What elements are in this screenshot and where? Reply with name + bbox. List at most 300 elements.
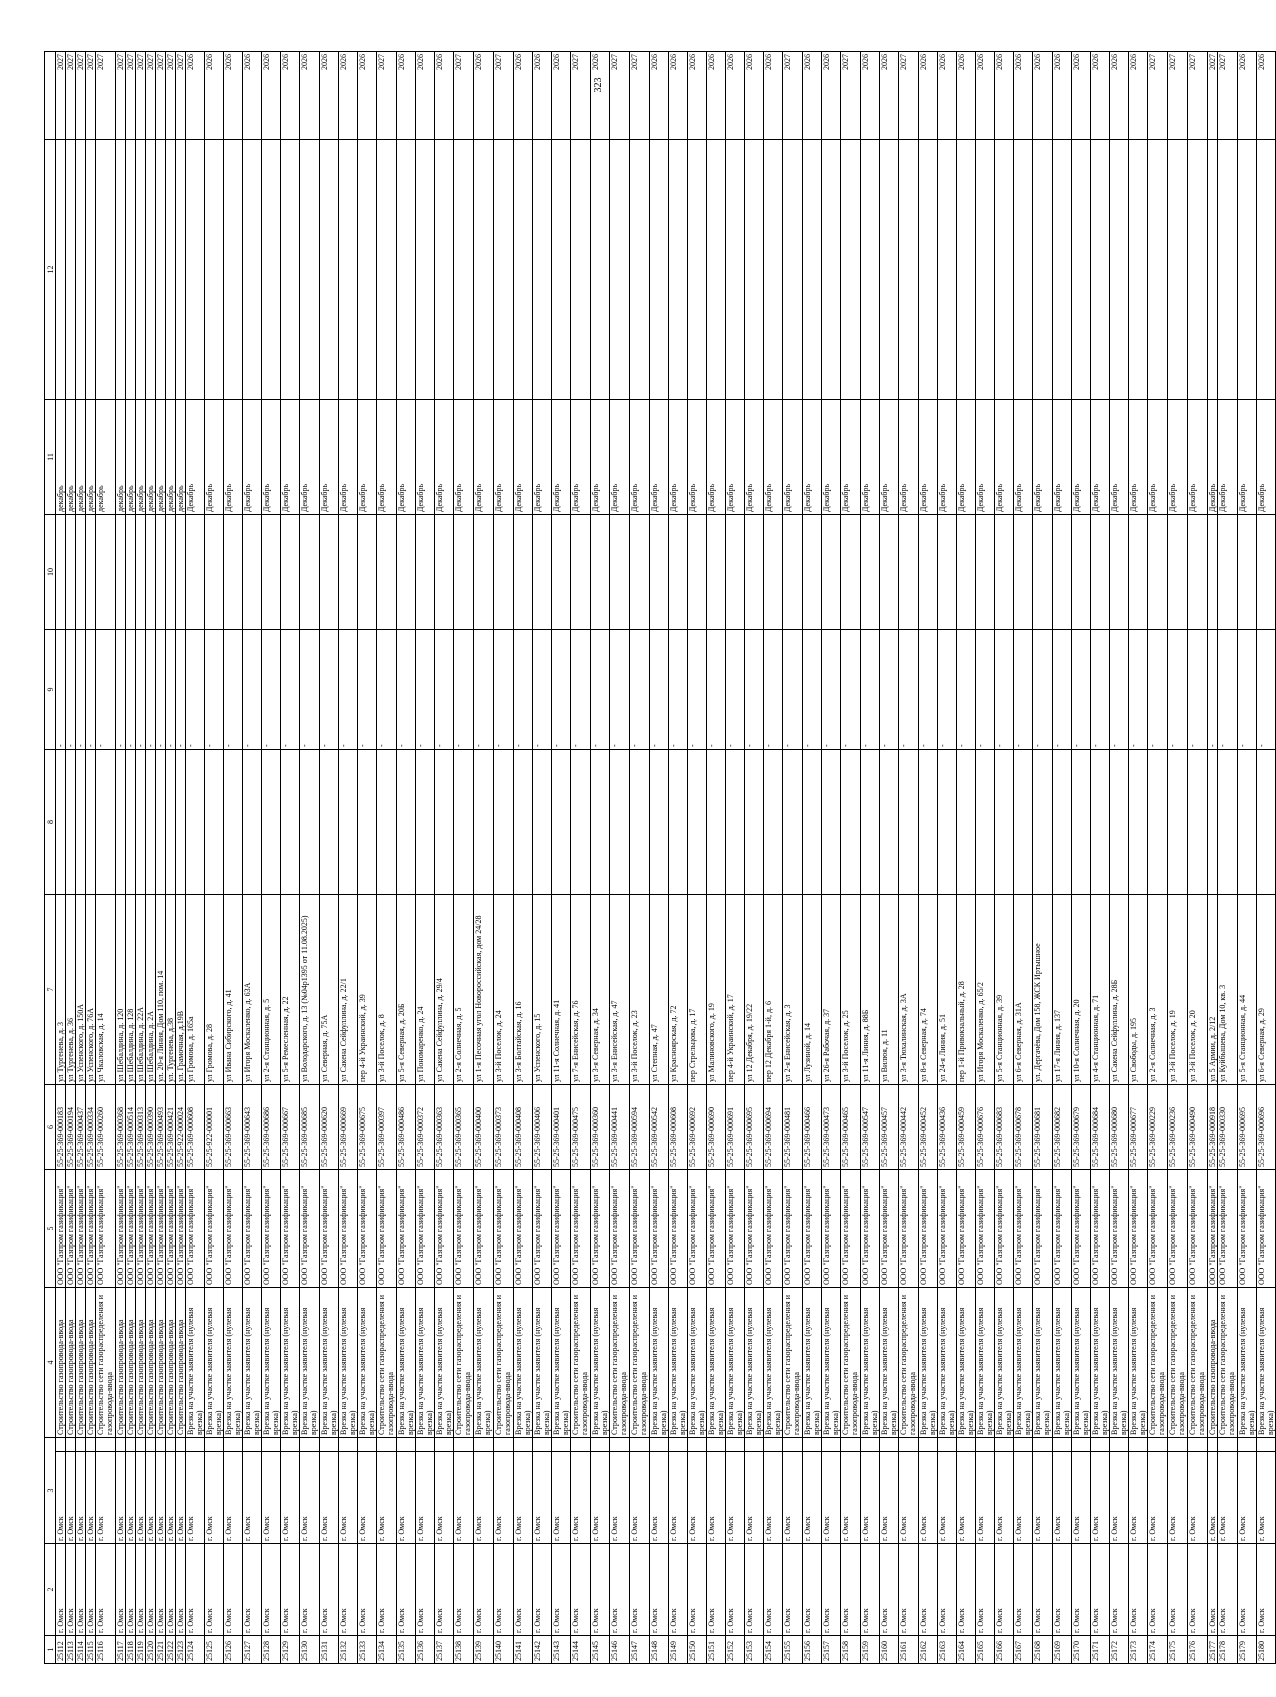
cell-col-13 [205, 140, 224, 400]
cell-col-11 [861, 515, 880, 630]
cell-col-5: Строительство газопровода-ввода [126, 1288, 136, 1438]
cell-col-10: - [1168, 630, 1188, 750]
cell-col-2: г. Омск [1129, 1544, 1148, 1636]
cell-col-14: 2026 [957, 52, 976, 140]
cell-col-11 [533, 515, 552, 630]
cell-col-5: Строительство газопровода-ввода [136, 1288, 146, 1438]
cell-col-4 [552, 1438, 571, 1452]
cell-col-14: 2026 [745, 52, 764, 140]
cell-col-4 [1072, 1438, 1091, 1452]
cell-col-13 [224, 140, 243, 400]
cell-col-2: г. Омск [880, 1544, 899, 1636]
cell-col-7: 55-25-369-000608 [186, 1085, 205, 1170]
cell-col-14: 2026 [358, 52, 377, 140]
cell-col-6: ООО "Газпром газификация" [281, 1170, 300, 1288]
cell-col-14: 2027 [377, 52, 397, 140]
cell-col-1: 25129 [281, 1636, 300, 1664]
cell-col-2: г. Омск [1188, 1544, 1208, 1636]
cell-col-14: 2027 [136, 52, 146, 140]
cell-col-6: ООО "Газпром газификация" [880, 1170, 899, 1288]
cell-col-12: Декабрь [533, 400, 552, 515]
cell-col-6: ООО "Газпром газификация" [552, 1170, 571, 1288]
cell-col-5: Врезка на участке заявителя (нулевая врезка) [1110, 1288, 1129, 1438]
cell-col-11 [688, 515, 707, 630]
cell-col-11 [494, 515, 514, 630]
cell-col-14: 2026 [764, 52, 783, 140]
cell-col-5: Строительство газопровода-ввода [156, 1288, 166, 1438]
cell-col-11 [745, 515, 764, 630]
cell-col-1: 25175 [1168, 1636, 1188, 1664]
cell-col-10: - [1033, 630, 1053, 750]
cell-col-1: 25165 [976, 1636, 995, 1664]
cell-col-4 [262, 1438, 281, 1452]
cell-col-11 [552, 515, 571, 630]
cell-col-4 [1053, 1438, 1072, 1452]
column-header: 7 [45, 895, 56, 1085]
cell-col-14: 2026 [650, 52, 669, 140]
cell-col-8: ул 11-я Линия, д. 88Б [861, 895, 880, 1085]
cell-col-6: ООО "Газпром газификация" [205, 1170, 224, 1288]
cell-col-6: ООО "Газпром газификация" [803, 1170, 822, 1288]
cell-col-13 [822, 140, 841, 400]
cell-col-14: 2027 [841, 52, 861, 140]
cell-col-6: ООО "Газпром газификация" [1072, 1170, 1091, 1288]
cell-col-8: ул 17-я Линия, д. 137 [1053, 895, 1072, 1085]
cell-col-12: Декабрь [880, 400, 899, 515]
table-row [841, 52, 861, 1664]
cell-col-10: - [1072, 630, 1091, 750]
cell-col-11 [1072, 515, 1091, 630]
cell-col-8: ул Ивана Сибирского, д. 41 [224, 895, 243, 1085]
table-row [358, 52, 377, 1664]
cell-col-12: Декабрь [320, 400, 339, 515]
cell-col-6: ООО "Газпром газификация" [1148, 1170, 1168, 1288]
cell-col-5: Врезка на участке заявителя (нулевая врезка) [262, 1288, 281, 1438]
cell-col-4 [1257, 1438, 1276, 1452]
cell-col-5: Строительство сети газораспределения и газопровода-ввода [783, 1288, 803, 1438]
cell-col-8: ул 2-я Енисейская, д. 3 [783, 895, 803, 1085]
cell-col-5: Врезка на участке заявителя (нулевая врезка) [938, 1288, 957, 1438]
table-row [126, 52, 136, 1664]
cell-col-9 [166, 750, 176, 895]
cell-col-3: г. Омск [1238, 1452, 1257, 1544]
cell-col-7: 55-25-369-000459 [957, 1085, 976, 1170]
cell-col-14: 2026 [186, 52, 205, 140]
cell-col-11 [262, 515, 281, 630]
cell-col-5: Врезка на участке заявителя (нулевая врезка) [1053, 1288, 1072, 1438]
cell-col-5: Строительство газопровода-ввода [1208, 1288, 1218, 1438]
cell-col-1: 25154 [764, 1636, 783, 1664]
column-header: 3 [45, 1438, 56, 1544]
cell-col-2: г. Омск [1072, 1544, 1091, 1636]
cell-col-1: 25176 [1188, 1636, 1208, 1664]
cell-col-13 [96, 140, 116, 400]
cell-col-14: 2027 [630, 52, 650, 140]
cell-col-8: ул 1-я Песочная угол Новороссийская, дом 24/28 [474, 895, 494, 1085]
cell-col-6: ООО "Газпром газификация" [783, 1170, 803, 1288]
cell-col-10: - [591, 630, 610, 750]
cell-col-1: 25136 [416, 1636, 435, 1664]
column-header: 9 [45, 630, 56, 750]
cell-col-13 [1257, 140, 1276, 400]
cell-col-9 [669, 750, 688, 895]
cell-col-12: Декабрь [764, 400, 783, 515]
cell-col-8: ул Игоря Москаленко, д. 63А [243, 895, 262, 1085]
cell-col-9 [339, 750, 358, 895]
cell-col-8: ул Тургенева, д. 36 [66, 895, 76, 1085]
cell-col-1: 25137 [435, 1636, 454, 1664]
cell-col-4 [474, 1438, 494, 1452]
cell-col-5: Врезка на участке заявителя (нулевая врезка) [1238, 1288, 1257, 1438]
cell-col-9 [126, 750, 136, 895]
cell-col-12: Декабрь [1033, 400, 1053, 515]
cell-col-7: 55-25-369-000401 [552, 1085, 571, 1170]
cell-col-7: 55-25-369-000363 [435, 1085, 454, 1170]
cell-col-2: г. Омск [454, 1544, 474, 1636]
cell-col-6: ООО "Газпром газификация" [224, 1170, 243, 1288]
cell-col-13 [454, 140, 474, 400]
cell-col-7: 55-25-369-000475 [571, 1085, 591, 1170]
cell-col-11 [166, 515, 176, 630]
cell-col-5: Врезка на участке заявителя (нулевая врезка) [397, 1288, 416, 1438]
cell-col-6: ООО "Газпром газификация" [494, 1170, 514, 1288]
cell-col-5: Врезка на участке заявителя (нулевая врезка) [669, 1288, 688, 1438]
cell-col-10: - [205, 630, 224, 750]
cell-col-9 [358, 750, 377, 895]
cell-col-12: Декабрь [358, 400, 377, 515]
cell-col-6: ООО "Газпром газификация" [610, 1170, 630, 1288]
cell-col-11 [377, 515, 397, 630]
cell-col-8: ул 5-я Ремесленная, д. 22 [281, 895, 300, 1085]
cell-col-8: пер 12 Декабря 1-й, д. 6 [764, 895, 783, 1085]
cell-col-1: 25132 [339, 1636, 358, 1664]
cell-col-12: декабрь [146, 400, 156, 515]
table-row [243, 52, 262, 1664]
cell-col-10: - [86, 630, 96, 750]
cell-col-12: Декабрь [899, 400, 919, 515]
cell-col-14: 2027 [1208, 52, 1218, 140]
cell-col-12: Декабрь [416, 400, 435, 515]
cell-col-4 [764, 1438, 783, 1452]
cell-col-4 [377, 1438, 397, 1452]
cell-col-14: 2027 [166, 52, 176, 140]
cell-col-3: г. Омск [96, 1452, 116, 1544]
cell-col-11 [571, 515, 591, 630]
cell-col-9 [176, 750, 186, 895]
cell-col-13 [186, 140, 205, 400]
cell-col-10: - [1129, 630, 1148, 750]
cell-col-13 [533, 140, 552, 400]
cell-col-12: Декабрь [1091, 400, 1110, 515]
column-header: 10 [45, 515, 56, 630]
cell-col-3: г. Омск [726, 1452, 745, 1544]
cell-col-13 [899, 140, 919, 400]
cell-col-11 [1148, 515, 1168, 630]
cell-col-8: ул. 20-я Линия, Дом 110, пом. 14 [156, 895, 166, 1085]
cell-col-7: 55-25-369-000452 [919, 1085, 938, 1170]
cell-col-11 [707, 515, 726, 630]
cell-col-11 [320, 515, 339, 630]
cell-col-11 [66, 515, 76, 630]
cell-col-12: Декабрь [339, 400, 358, 515]
cell-col-11 [764, 515, 783, 630]
cell-col-9 [610, 750, 630, 895]
cell-col-3: г. Омск [156, 1452, 166, 1544]
cell-col-8: ул Пономаренко, д. 24 [416, 895, 435, 1085]
cell-col-8: пер 4-й Украинский, д. 39 [358, 895, 377, 1085]
cell-col-4 [1014, 1438, 1033, 1452]
cell-col-9 [76, 750, 86, 895]
cell-col-10: - [880, 630, 899, 750]
cell-col-9 [841, 750, 861, 895]
cell-col-10: - [1238, 630, 1257, 750]
cell-col-9 [861, 750, 880, 895]
cell-col-12: Декабрь [591, 400, 610, 515]
cell-col-9 [976, 750, 995, 895]
cell-col-7: 55-25-369-000542 [650, 1085, 669, 1170]
cell-col-8: ул 3-й Поселок, д. 25 [841, 895, 861, 1085]
cell-col-1: 25130 [300, 1636, 320, 1664]
cell-col-10: - [358, 630, 377, 750]
cell-col-14: 2027 [571, 52, 591, 140]
cell-col-10: - [803, 630, 822, 750]
cell-col-4 [1129, 1438, 1148, 1452]
table-row [976, 52, 995, 1664]
cell-col-2: г. Омск [1033, 1544, 1053, 1636]
table-row [591, 52, 610, 1664]
cell-col-11 [56, 515, 66, 630]
cell-col-1: 25168 [1033, 1636, 1053, 1664]
cell-col-8: ул 8-я Северная, д. 74 [919, 895, 938, 1085]
column-header: 12 [45, 140, 56, 400]
cell-col-14: 2026 [976, 52, 995, 140]
cell-col-4 [803, 1438, 822, 1452]
cell-col-6: ООО "Газпром газификация" [957, 1170, 976, 1288]
cell-col-1: 25120 [146, 1636, 156, 1664]
cell-col-12: Декабрь [783, 400, 803, 515]
cell-col-7: 55-25-369-000676 [976, 1085, 995, 1170]
cell-col-7: 55-25-369-000690 [707, 1085, 726, 1170]
cell-col-11 [514, 515, 533, 630]
cell-col-6: ООО "Газпром газификация" [1208, 1170, 1218, 1288]
cell-col-8: ул 5-я Северная, д. 20Б [397, 895, 416, 1085]
cell-col-7: 55-25-369-000675 [358, 1085, 377, 1170]
cell-col-14: 2026 [822, 52, 841, 140]
cell-col-3: г. Омск [166, 1452, 176, 1544]
cell-col-1: 25143 [552, 1636, 571, 1664]
cell-col-1: 25158 [841, 1636, 861, 1664]
cell-col-3: г. Омск [416, 1452, 435, 1544]
table-row [707, 52, 726, 1664]
cell-col-11 [976, 515, 995, 630]
cell-col-6: ООО "Газпром газификация" [861, 1170, 880, 1288]
cell-col-7: 55-25-369-000406 [533, 1085, 552, 1170]
table-row [861, 52, 880, 1664]
cell-col-5: Строительство сети газораспределения и газопровода-ввода [630, 1288, 650, 1438]
cell-col-7: 55-25-369-000330 [1218, 1085, 1238, 1170]
cell-col-11 [919, 515, 938, 630]
cell-col-8: ул 24-я Линия, д. 51 [938, 895, 957, 1085]
cell-col-6: ООО "Газпром газификация" [243, 1170, 262, 1288]
cell-col-9 [1148, 750, 1168, 895]
cell-col-6: ООО "Газпром газификация" [358, 1170, 377, 1288]
cell-col-13 [861, 140, 880, 400]
cell-col-13 [1014, 140, 1033, 400]
cell-col-6: ООО "Газпром газификация" [76, 1170, 86, 1288]
cell-col-14: 2027 [783, 52, 803, 140]
cell-col-2: г. Омск [976, 1544, 995, 1636]
cell-col-12: декабрь [116, 400, 126, 515]
cell-col-13 [262, 140, 281, 400]
cell-col-6: ООО "Газпром газификация" [1014, 1170, 1033, 1288]
table-row [1148, 52, 1168, 1664]
cell-col-13 [650, 140, 669, 400]
cell-col-8: ул Успенского, д. 150А [76, 895, 86, 1085]
cell-col-1: 25119 [136, 1636, 146, 1664]
cell-col-6: ООО "Газпром газификация" [976, 1170, 995, 1288]
cell-col-10: - [938, 630, 957, 750]
cell-col-3: г. Омск [591, 1452, 610, 1544]
cell-col-1: 25155 [783, 1636, 803, 1664]
cell-col-8: ул Северная, д. 75А [320, 895, 339, 1085]
cell-col-1: 25121 [156, 1636, 166, 1664]
cell-col-12: Декабрь [957, 400, 976, 515]
cell-col-3: г. Омск [56, 1452, 66, 1544]
cell-col-10: - [66, 630, 76, 750]
cell-col-7: 55-25-369-000397 [377, 1085, 397, 1170]
cell-col-11 [726, 515, 745, 630]
table-row [552, 52, 571, 1664]
cell-col-4 [300, 1438, 320, 1452]
cell-col-7: 55-25-369-000194 [66, 1085, 76, 1170]
table-row [281, 52, 300, 1664]
cell-col-13 [1053, 140, 1072, 400]
cell-col-7: 55-25-369-000236 [1168, 1085, 1188, 1170]
cell-col-6: ООО "Газпром газификация" [1238, 1170, 1257, 1288]
cell-col-11 [1218, 515, 1238, 630]
cell-col-3: г. Омск [1014, 1452, 1033, 1544]
cell-col-5: Врезка на участке заявителя (нулевая врезка) [205, 1288, 224, 1438]
cell-col-12: Декабрь [552, 400, 571, 515]
cell-col-1: 25170 [1072, 1636, 1091, 1664]
cell-col-6: ООО "Газпром газификация" [669, 1170, 688, 1288]
cell-col-4 [416, 1438, 435, 1452]
cell-col-11 [1188, 515, 1208, 630]
cell-col-1: 25160 [880, 1636, 899, 1664]
cell-col-3: г. Омск [764, 1452, 783, 1544]
cell-col-1: 25166 [995, 1636, 1014, 1664]
cell-col-2: г. Омск [86, 1544, 96, 1636]
cell-col-6: ООО "Газпром газификация" [688, 1170, 707, 1288]
cell-col-7: 55-25-369-000686 [262, 1085, 281, 1170]
cell-col-7: 55-25-369-000667 [281, 1085, 300, 1170]
cell-col-14: 2026 [669, 52, 688, 140]
cell-col-1: 25142 [533, 1636, 552, 1664]
cell-col-4 [938, 1438, 957, 1452]
cell-col-11 [1014, 515, 1033, 630]
cell-col-12: Декабрь [650, 400, 669, 515]
cell-col-3: г. Омск [377, 1452, 397, 1544]
cell-col-8: ул 3-й Поселок, д. 20 [1188, 895, 1208, 1085]
cell-col-10: - [56, 630, 66, 750]
cell-col-1: 25113 [66, 1636, 76, 1664]
cell-col-14: 2026 [1110, 52, 1129, 140]
cell-col-9 [186, 750, 205, 895]
cell-col-3: г. Омск [435, 1452, 454, 1544]
cell-col-1: 25173 [1129, 1636, 1148, 1664]
cell-col-2: г. Омск [764, 1544, 783, 1636]
cell-col-5: Врезка на участке заявителя (нулевая врезка) [591, 1288, 610, 1438]
cell-col-13 [688, 140, 707, 400]
cell-col-7: 55-25-369-000682 [1053, 1085, 1072, 1170]
cell-col-13 [1072, 140, 1091, 400]
cell-col-10: - [156, 630, 166, 750]
cell-col-6: ООО "Газпром газификация" [86, 1170, 96, 1288]
cell-col-8: ул 26-я Рабочая, д. 37 [822, 895, 841, 1085]
cell-col-7: 55-25-369-000436 [938, 1085, 957, 1170]
cell-col-9 [116, 750, 126, 895]
cell-col-7: 55-25-369-000594 [630, 1085, 650, 1170]
cell-col-12: декабрь [126, 400, 136, 515]
cell-col-4 [397, 1438, 416, 1452]
cell-col-1: 25180 [1257, 1636, 1276, 1664]
cell-col-10: - [1014, 630, 1033, 750]
cell-col-12: декабрь [176, 400, 186, 515]
cell-col-3: г. Омск [745, 1452, 764, 1544]
cell-col-8: ул Шебалдина, д. 120 [116, 895, 126, 1085]
cell-col-12: Декабрь [610, 400, 630, 515]
cell-col-11 [630, 515, 650, 630]
cell-col-12: Декабрь [494, 400, 514, 515]
cell-col-13 [841, 140, 861, 400]
cell-col-5: Врезка на участке заявителя (нулевая врезка) [995, 1288, 1014, 1438]
cell-col-10: - [377, 630, 397, 750]
cell-col-13 [1188, 140, 1208, 400]
cell-col-9 [156, 750, 166, 895]
cell-col-6: ООО "Газпром газификация" [764, 1170, 783, 1288]
cell-col-3: г. Омск [176, 1452, 186, 1544]
cell-col-11 [1091, 515, 1110, 630]
cell-col-2: г. Омск [591, 1544, 610, 1636]
cell-col-2: г. Омск [1208, 1544, 1218, 1636]
cell-col-6: ООО "Газпром газификация" [156, 1170, 166, 1288]
cell-col-9 [300, 750, 320, 895]
cell-col-3: г. Омск [1091, 1452, 1110, 1544]
cell-col-8: ул Шебалдина, д. 22А [136, 895, 146, 1085]
cell-col-10: - [494, 630, 514, 750]
cell-col-8: ул 3-й Поселок, д. 23 [630, 895, 650, 1085]
cell-col-3: г. Омск [454, 1452, 474, 1544]
cell-col-3: г. Омск [1188, 1452, 1208, 1544]
cell-col-14: 2026 [707, 52, 726, 140]
cell-col-4 [243, 1438, 262, 1452]
cell-col-3: г. Омск [66, 1452, 76, 1544]
cell-col-13 [243, 140, 262, 400]
cell-col-13 [1148, 140, 1168, 400]
cell-col-5: Строительство газопровода-ввода [66, 1288, 76, 1438]
cell-col-1: 25169 [1053, 1636, 1072, 1664]
cell-col-4 [435, 1438, 454, 1452]
cell-col-9 [1188, 750, 1208, 895]
cell-col-3: г. Омск [650, 1452, 669, 1544]
cell-col-7: 55-25-369-000684 [1091, 1085, 1110, 1170]
rotated-table-container [44, 52, 1275, 1664]
cell-col-4 [957, 1438, 976, 1452]
cell-col-12: Декабрь [435, 400, 454, 515]
cell-col-6: ООО "Газпром газификация" [571, 1170, 591, 1288]
cell-col-4 [726, 1438, 745, 1452]
cell-col-3: г. Омск [1257, 1452, 1276, 1544]
